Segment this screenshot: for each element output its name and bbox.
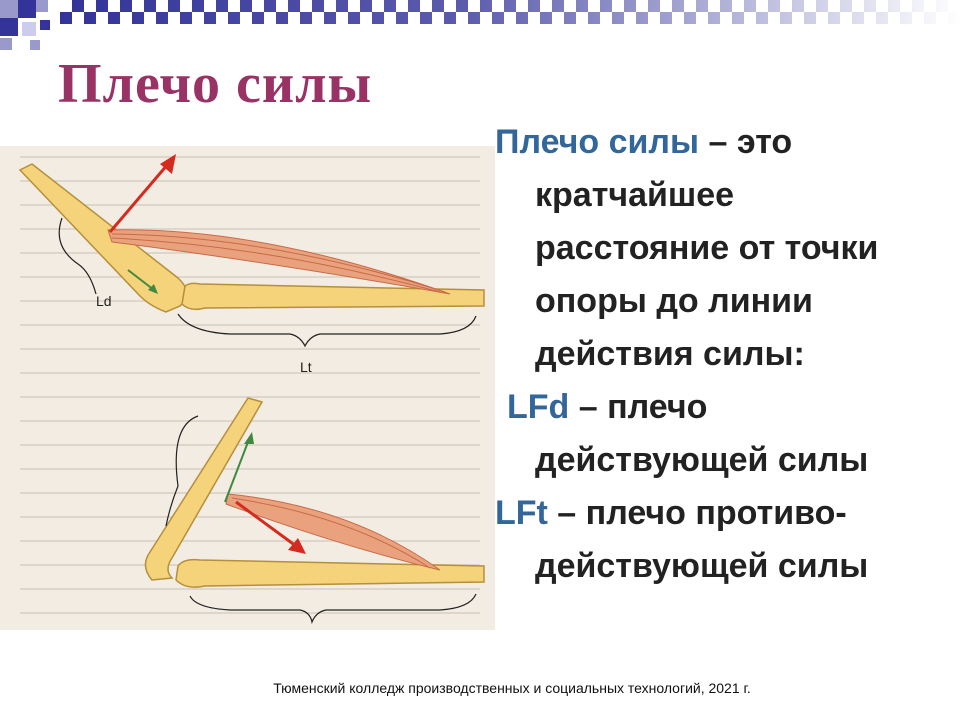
lft-line-2: действующей силы [535, 547, 869, 585]
lft-line-1-rest: – плечо противо- [547, 494, 847, 532]
definition-line-4: опоры до линии [535, 282, 813, 320]
lft-paragraph [495, 487, 945, 593]
label-lt: Lt [300, 359, 312, 375]
definition-line-1-rest: – это [699, 123, 793, 161]
definition-line-2: кратчайшее [535, 176, 735, 214]
lfd-line-2: действующей силы [535, 441, 869, 479]
term-lever-arm: Плечо силы [495, 123, 700, 161]
lfd-line-1-rest: – плечо [569, 388, 708, 426]
corner-decoration [0, 0, 960, 56]
slide-title: Плечо силы [58, 53, 373, 115]
definition-line-5: действия силы: [535, 335, 805, 373]
label-ld: Ld [96, 293, 112, 309]
definition-paragraph [495, 116, 945, 381]
term-lfd: LFd [507, 388, 570, 426]
term-lft: LFt [495, 494, 548, 532]
footer-caption: Тюменский колледж производственных и социальных технологий, 2021 г. [273, 680, 751, 696]
lever-arm-illustration [0, 146, 495, 630]
definition-line-3: расстояние от точки [535, 229, 879, 267]
definition-text [495, 116, 945, 593]
lfd-paragraph [495, 381, 945, 487]
